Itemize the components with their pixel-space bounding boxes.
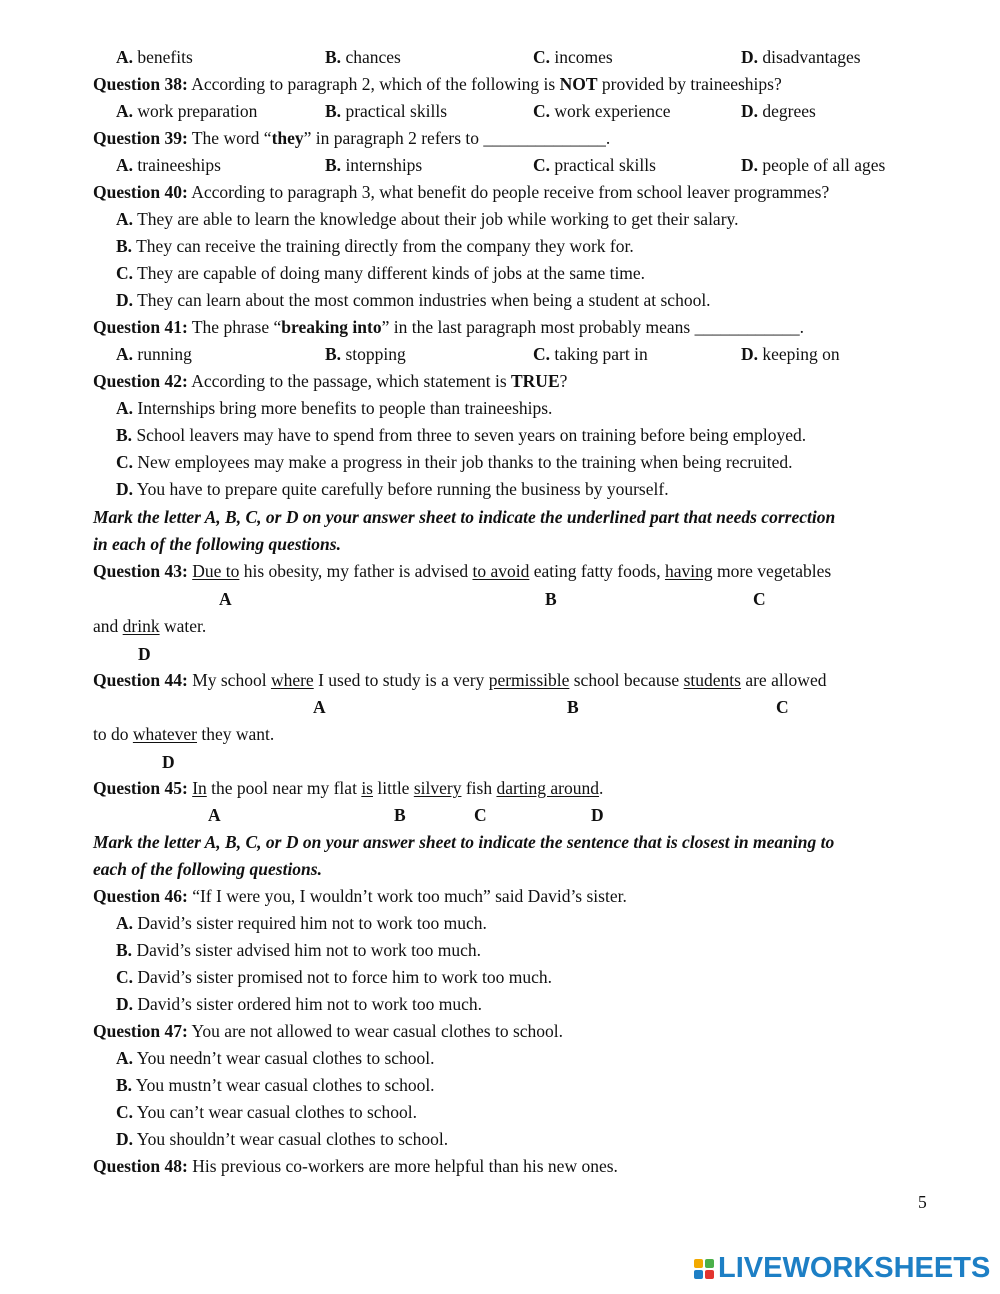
q44-underlined-c[interactable]: students [683, 670, 741, 690]
q46-option-a[interactable]: A. David’s sister required him not to work too much. [116, 913, 487, 933]
q45-label-b: B [394, 805, 406, 825]
q42-stem: Question 42: According to the passage, which statement is TRUE? [93, 371, 568, 391]
q45-stem: Question 45: In the pool near my flat is little silvery fish darting around. [93, 778, 604, 798]
q43-underlined-c[interactable]: having [664, 561, 713, 581]
page-number: 5 [918, 1192, 927, 1212]
q45-underlined-d[interactable]: darting around [496, 778, 600, 798]
q41-option-c[interactable]: C. taking part in [533, 344, 648, 364]
q42-option-b[interactable]: B. School leavers may have to spend from three to seven years on training before being employed. [116, 425, 807, 445]
q44-underlined-b[interactable]: permissible [488, 670, 570, 690]
q47-option-c[interactable]: C. You can’t wear casual clothes to school. [116, 1102, 418, 1122]
q44-line2: to do whatever they want. [93, 724, 275, 744]
q44-label-c: C [776, 697, 789, 717]
q43-label-a: A [219, 589, 232, 609]
q45-label-c: C [474, 805, 487, 825]
q43-line2: and drink water. [93, 616, 207, 636]
liveworksheets-logo-text: LIVEWORKSHEETS [718, 1252, 991, 1284]
q45-label-a: A [208, 805, 221, 825]
q38-option-d[interactable]: D. degrees [741, 101, 816, 121]
q42-option-a[interactable]: A. Internships bring more benefits to people than traineeships. [116, 398, 553, 418]
q44-underlined-a[interactable]: where [270, 670, 314, 690]
q41-option-d[interactable]: D. keeping on [741, 344, 840, 364]
q47-option-a[interactable]: A. You needn’t wear casual clothes to school. [116, 1048, 435, 1068]
q39-stem: Question 39: The word “they” in paragraph 2 refers to ______________. [93, 128, 611, 148]
q38-option-b[interactable]: B. practical skills [325, 101, 448, 121]
q43-label-d: D [138, 644, 151, 664]
q40-stem: Question 40: According to paragraph 3, what benefit do people receive from school leaver programmes? [93, 182, 830, 202]
q43-underlined-b[interactable]: to avoid [472, 561, 530, 581]
q37-option-b[interactable]: B. chances [325, 47, 401, 67]
instruction-closest-meaning-line1: Mark the letter A, B, C, or D on your answer sheet to indicate the sentence that is closest in meaning to [93, 832, 835, 852]
q44-underlined-d[interactable]: whatever [132, 724, 198, 744]
q39-option-b[interactable]: B. internships [325, 155, 423, 175]
q41-option-a[interactable]: A. running [116, 344, 192, 364]
q45-label-d: D [591, 805, 604, 825]
q37-option-a[interactable]: A. benefits [116, 47, 193, 67]
q39-option-a[interactable]: A. traineeships [116, 155, 221, 175]
q46-option-c[interactable]: C. David’s sister promised not to force him to work too much. [116, 967, 552, 987]
q40-option-a[interactable]: A. They are able to learn the knowledge about their job while working to get their salary. [116, 209, 739, 229]
q40-option-c[interactable]: C. They are capable of doing many different kinds of jobs at the same time. [116, 263, 646, 283]
q43-underlined-d[interactable]: drink [122, 616, 160, 636]
q44-label-d: D [162, 752, 175, 772]
q45-underlined-b[interactable]: is [361, 778, 373, 798]
q37-option-c[interactable]: C. incomes [533, 47, 613, 67]
q44-label-a: A [313, 697, 326, 717]
q40-option-d[interactable]: D. They can learn about the most common industries when being a student at school. [116, 290, 711, 310]
q48-stem: Question 48: His previous co-workers are more helpful than his new ones. [93, 1156, 618, 1176]
q40-option-b[interactable]: B. They can receive the training directly from the company they work for. [116, 236, 634, 256]
q39-option-c[interactable]: C. practical skills [533, 155, 656, 175]
q45-underlined-a[interactable]: In [192, 778, 207, 798]
q43-stem: Question 43: Due to his obesity, my father is advised to avoid eating fatty foods, having more vegetables [93, 561, 832, 581]
q41-option-b[interactable]: B. stopping [325, 344, 406, 364]
instruction-closest-meaning-line2: each of the following questions. [93, 859, 322, 879]
q46-option-d[interactable]: D. David’s sister ordered him not to work too much. [116, 994, 482, 1014]
liveworksheets-logo-icon [694, 1259, 714, 1279]
q39-option-d[interactable]: D. people of all ages [741, 155, 886, 175]
q38-option-c[interactable]: C. work experience [533, 101, 671, 121]
q45-underlined-c[interactable]: silvery [413, 778, 462, 798]
q46-option-b[interactable]: B. David’s sister advised him not to work too much. [116, 940, 482, 960]
q43-label-c: C [753, 589, 766, 609]
q44-stem: Question 44: My school where I used to study is a very permissible school because students are allowed [93, 670, 827, 690]
q38-option-a[interactable]: A. work preparation [116, 101, 258, 121]
q37-option-d[interactable]: D. disadvantages [741, 47, 861, 67]
q47-option-d[interactable]: D. You shouldn’t wear casual clothes to school. [116, 1129, 449, 1149]
q42-option-d[interactable]: D. You have to prepare quite carefully before running the business by yourself. [116, 479, 669, 499]
instruction-error-identification-line1: Mark the letter A, B, C, or D on your answer sheet to indicate the underlined part that needs correction [93, 507, 836, 527]
q44-label-b: B [567, 697, 579, 717]
q43-label-b: B [545, 589, 557, 609]
q42-option-c[interactable]: C. New employees may make a progress in their job thanks to the training when being recruited. [116, 452, 793, 472]
instruction-error-identification-line2: in each of the following questions. [93, 534, 341, 554]
q38-stem: Question 38: According to paragraph 2, which of the following is NOT provided by traineeships? [93, 74, 782, 94]
q43-underlined-a[interactable]: Due to [192, 561, 240, 581]
q47-option-b[interactable]: B. You mustn’t wear casual clothes to school. [116, 1075, 435, 1095]
liveworksheets-logo [694, 1252, 990, 1285]
q41-stem: Question 41: The phrase “breaking into” in the last paragraph most probably means ____________. [93, 317, 804, 337]
q46-stem: Question 46: “If I were you, I wouldn’t work too much” said David’s sister. [93, 886, 627, 906]
q47-stem: Question 47: You are not allowed to wear casual clothes to school. [93, 1021, 564, 1041]
